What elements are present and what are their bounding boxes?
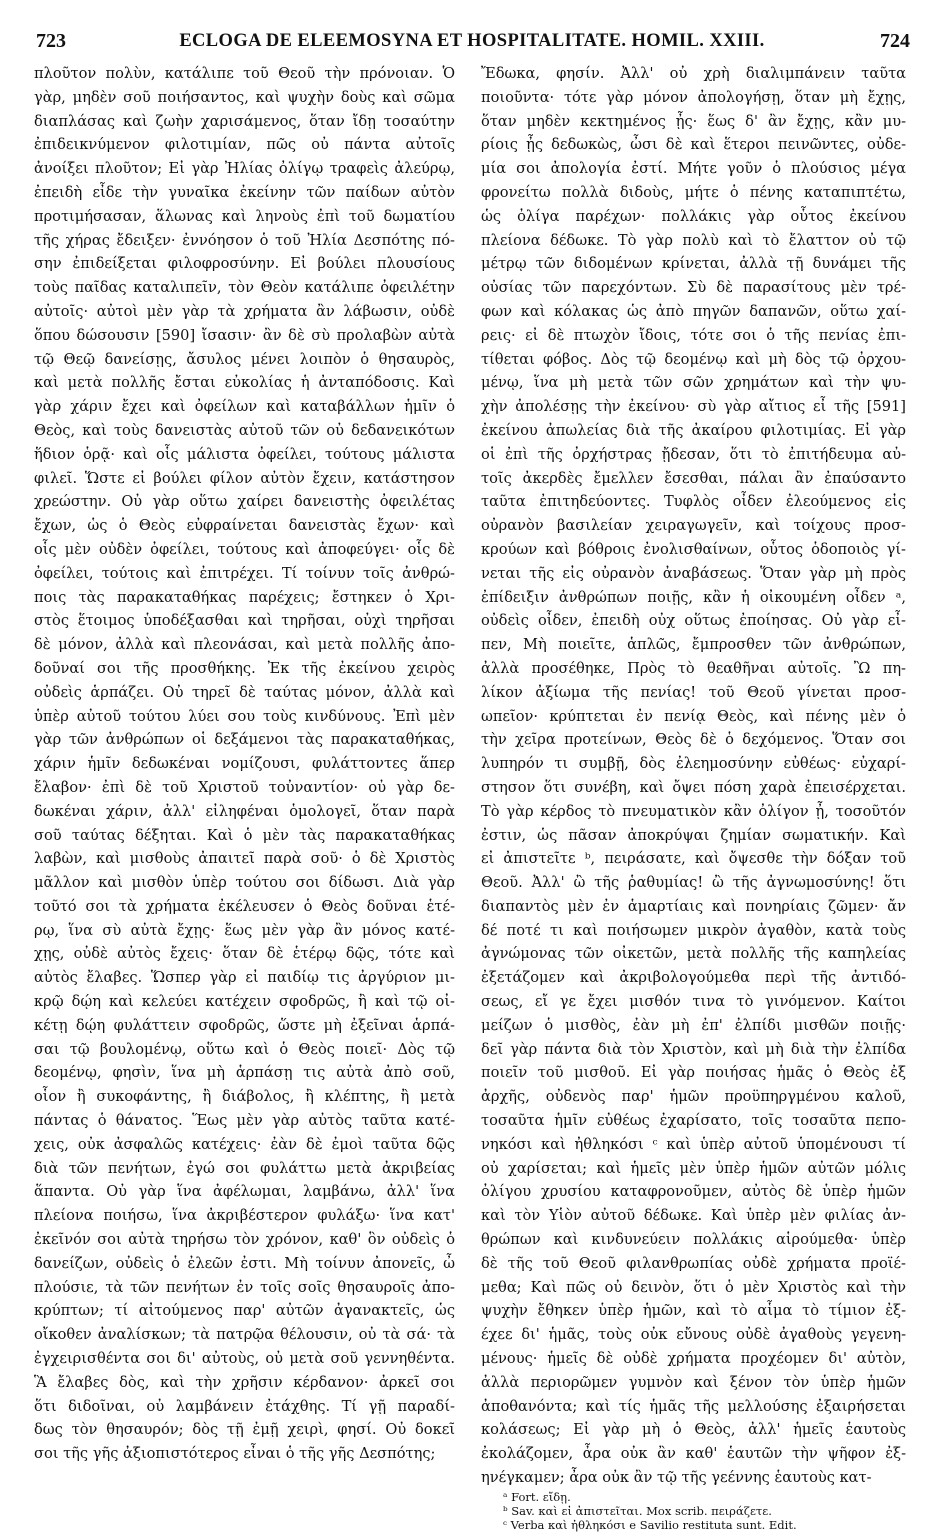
page-number-right: 724 (880, 30, 910, 52)
left-column-text-line: δωκέναι χάριν, ἀλλ' εἰληφέναι ὁμολογεῖ, ὅταν παρὰ (34, 802, 455, 820)
left-column-text-line: ἐγχειρισθέντα σοι δι' αὐτοὺς, οὐ μετὰ σοῦ γεννηθέντα. (34, 1350, 455, 1368)
left-column-text-line: κρύπτων; τί αἰτούμενος παρ' αὐτῶν ἀγανακτεῖς, ὡς (34, 1302, 455, 1320)
left-column-text-line: μᾶλλον καὶ μισθὸν ὑπὲρ τούτου σοι δίδωσι. Διὰ γὰρ (34, 874, 455, 892)
left-column-text-line: χάριν ἡμῖν δεδωκέναι νομίζουσι, φυλάττοντες ἅπερ (34, 755, 455, 773)
right-column-text-line: ποιεῖν τοῦ μισθοῦ. Εἰ γὰρ ποιήσας ἡμᾶς ὁ Θεὸς ἐξ (481, 1064, 906, 1082)
right-column-text-line: ηνέγκαμεν; ἆρα οὐκ ἂν τῷ τῆς γεέννης ἑαυτοὺς κατ- (481, 1469, 872, 1487)
left-column-text-line: φιλεῖ. Ὥστε εἰ βούλει φίλον αὐτὸν ἔχειν, κατάστησον (34, 469, 455, 487)
right-column-text-line: μένους· ἡμεῖς δὲ οὐδὲ χρήματα προχέομεν δι' αὐτὸν, (481, 1350, 906, 1368)
right-column-text-line: πεν, Μὴ ποιεῖτε, ἁπλῶς, ἔμπροσθεν τῶν ἀνθρώπων, (481, 636, 906, 654)
right-column-text-line: φων καὶ κόλακας ὡς ἀπὸ πηγῶν δαπανῶν, οὕτω χαί- (481, 302, 906, 320)
left-column-text-line: διὰ τῶν πενήτων, ἐγώ σοι φυλάττω μετὰ ἀκριβείας (34, 1159, 455, 1177)
right-column-text-line: οἱ ἐπὶ τῆς ὀρχήστρας ᾔδεσαν, ὅτι τὸ ἐπιτήδευμα αὐ- (481, 445, 906, 463)
right-column-text-line: φρονείτω πολλὰ διδοὺς, μήτε ὁ πένης καταπιπτέτω, (481, 183, 906, 201)
right-column-text-line: μία σοι ἀπολογία ἐστί. Μήτε γοῦν ὁ πλούσιος μέγα (481, 160, 906, 178)
right-column-text-line: μένῳ, ἵνα μὴ μετὰ τῶν σῶν χρημάτων καὶ τὴν ψυ- (481, 374, 906, 392)
right-column-text-line: ἐξετάζομεν καὶ ἀκριβολογούμεθα περὶ τῆς ἀντιδό- (481, 969, 906, 987)
footnote: ᵃ Fort. εἴδῃ. (503, 1489, 571, 1504)
left-column-text-line: χρεώστην. Οὐ γὰρ οὕτω χαίρει δανειστὴς ὀφειλέτας (34, 493, 455, 511)
right-column-text-line: οὐσίας τῶν παρεχόντων. Σὺ δὲ παρασίτους μὲν τρέ- (481, 279, 906, 297)
left-column-text-line: οἴκοθεν ἀναλίσκων; τὰ πατρῷα θέλουσιν, οὐ τὰ σά· τὰ (34, 1326, 455, 1344)
left-column-text-line: προτιμήσασαν, ἅλωνας καὶ ληνοὺς ἐπὶ τοῦ δωματίου (34, 207, 455, 225)
right-column-text-line: ἀγνώμονας τῶν οἰκετῶν, μετὰ πολλῆς τῆς καπηλείας (481, 945, 906, 963)
footnotes (481, 1490, 906, 1532)
left-column-text-line: αὐτοῖς· αὐτοὶ μὲν γὰρ τὰ χρήματα ἂν λάβωσιν, οὐδὲ (34, 302, 455, 320)
left-column-text-line: Θεὸς, καὶ τοὺς δανειστὰς αὐτοῦ τῶν οὐ δεδανεικότων (34, 421, 455, 439)
right-column-text-line: πλείονα δέδωκε. Τὸ γὰρ πολὺ καὶ τὸ ἔλαττον οὐ τῷ (481, 231, 906, 249)
left-column-text-line: αὐτὸς ἔλαβες. Ὥσπερ γὰρ εἰ παιδίῳ τις ἀργύριον μι- (34, 969, 455, 987)
right-column-text-line: ταῦτα ἐπιτηδεύοντες. Τυφλὸς οἶδεν ἐλεούμενος εἰς (481, 493, 906, 511)
right-column-text-line: οὐ χαρίσεται; καὶ ἡμεῖς μὲν ὑπὲρ ἡμῶν αὐτῶν μόλις (481, 1159, 906, 1177)
right-column-text-line: ἀλλὰ περιορῶμεν γυμνὸν καὶ ξένον τὸν ὑπὲρ ἡμῶν (481, 1373, 906, 1391)
footnote: ᵇ Sav. καὶ εἰ ἀπιστεῖται. Mox scrib. πειράζετε. (503, 1503, 772, 1518)
left-column-text-line: ἀνοίξει πλοῦτον; Εἰ γὰρ Ἠλίας ὀλίγῳ τραφεὶς ἀλεύρῳ, (34, 160, 455, 178)
left-column-text-line: χῃς, οὐδὲ αὐτὸς ἔχεις· ὅταν δὲ ἑτέρῳ δῷς, τότε καὶ (34, 945, 455, 963)
left-column-text-line: τοῦτό σοι τὰ χρήματα ἐκέλευσεν ὁ Θεὸς δοῦναι ἑτέ- (34, 897, 455, 915)
running-title: ECLOGA DE ELEEMOSYNA ET HOSPITALITATE. HOMIL. XXIII. (179, 31, 765, 51)
left-column-text-line: Ἃ ἔλαβες δὸς, καὶ τὴν χρῆσιν κέρδανον· ἀρκεῖ σοι (34, 1373, 455, 1391)
right-column-text-line: τοσαῦτα ἡμῖν εὐθέως ἐχαρίσατο, τοῖς τοσαῦτα πεπο- (481, 1112, 906, 1130)
left-column-text-line: γὰρ, μηδὲν σοῦ ποιήσαντος, καὶ ψυχὴν δοὺς καὶ σῶμα (34, 88, 455, 106)
left-column-text-line: λαβὼν, καὶ μισθοὺς ἀπαιτεῖ παρὰ σοῦ· ὁ δὲ Χριστὸς (34, 850, 455, 868)
right-column-text-line: ὅταν μηδὲν κεκτημένος ᾖς· ἕως δ' ἂν ἔχῃς, κἂν μυ- (481, 112, 906, 130)
left-column (34, 62, 455, 1466)
left-column-text-line: χεις, οὐκ ἀσφαλῶς κατέχεις· ἐὰν δὲ ἐμοὶ ταῦτα δῷς (34, 1135, 455, 1153)
left-column-text-line: κέτῃ δῴη φυλάττειν σφοδρῶς, ὥστε μὴ ἐξεῖναι ἁρπά- (34, 1016, 455, 1034)
left-column-text-line: κρῷ δῴη καὶ κελεύει κατέχειν σφοδρῶς, ἢ καὶ τῷ οἰ- (34, 993, 455, 1011)
left-column-text-line: δὲ μόνον, ἀλλὰ καὶ πλεονάσαι, καὶ μετὰ πολλῆς ἀπο- (34, 636, 455, 654)
left-column-text-line: σοι τῆς γῆς ἀξιοπιστότερος εἶναι ὁ τῆς γῆς Δεσπότης; (34, 1445, 436, 1463)
left-column-text-line: οἷον ἢ συκοφάντης, ἢ διάβολος, ἢ κλέπτης, ἢ μετὰ (34, 1088, 455, 1106)
left-column-text-line: γὰρ χάριν ἔχει καὶ ὀφείλων καὶ καταβάλλων ἡμῖν ὁ (34, 398, 455, 416)
left-column-text-line: ἐπιδεικνύμενον φιλοτιμίαν, πῶς οὐ πάντα αὐτοῖς (34, 136, 455, 154)
right-column-text-line: καὶ τὸν Υἱὸν αὐτοῦ δέδωκε. Καὶ ὑπὲρ μὲν φιλίας ἀν- (481, 1207, 906, 1225)
left-column-text-line: ἅπαντα. Οὐ γὰρ ἵνα ἀφέλωμαι, λαμβάνω, ἀλλ' ἵνα (34, 1183, 455, 1201)
right-column-text-line: ρεις· εἰ δὲ πτωχὸν ἴδοις, τότε σοι ὁ τῆς πενίας ἐπι- (481, 326, 906, 344)
left-column-text-line: πλείονα ποιήσω, ἵνα ἀκριβέστερον φυλάξω· ἵνα κατ' (34, 1207, 455, 1225)
left-column-text-line: ἐπειδὴ εἶδε τὴν γυναῖκα ἐκείνην τῶν παίδων αὐτὸν (34, 183, 455, 201)
left-column-text-line: ὅπου δώσουσιν [590] ἴσασιν· ἂν δὲ σὺ προλαβὼν αὐτὰ (34, 326, 455, 344)
right-column-text-line: μεθα; Καὶ πῶς οὐ δεινὸν, ὅτι ὁ μὲν Χριστὸς καὶ τὴν (481, 1278, 906, 1296)
left-column-text-line: ὀφείλει, τούτοις καὶ ἐπιτρέχει. Τί τοίνυν τοῖς ἀνθρώ- (34, 564, 455, 582)
left-column-text-line: οὐδεὶς ἁρπάζει. Οὐ τηρεῖ δὲ ταύτας μόνον, ἀλλὰ καὶ (34, 683, 455, 701)
left-column-text-line: οἷς μὲν οὐδὲν ὀφείλει, τούτους καὶ ἀποφεύγει· οἷς δὲ (34, 540, 455, 558)
right-column-text-line: ἀποθανόντα; καὶ τίς ἡμᾶς τῆς μελλούσης ἐξαιρήσεται (481, 1397, 906, 1415)
right-column-text-line: ἐπίδειξιν ἀνθρώπων ποιῇς, κἂν ἡ οἰκουμένη οἶδεν ᵃ, (481, 588, 906, 606)
left-column-text-line: γὰρ τῶν ἀνθρώπων οἱ δεξάμενοι τὰς παρακαταθήκας, (34, 731, 455, 749)
left-column-text-line: πλοῦτον πολὺν, κατάλιπε τοῦ Θεοῦ τὴν πρόνοιαν. Ὁ (34, 65, 455, 82)
right-column-text-line: Θεοῦ. Ἀλλ' ὢ τῆς ῥαθυμίας! ὢ τῆς ἀγνωμοσύνης! ὅτι (481, 874, 906, 892)
right-column-text-line: μέτρῳ τῶν διδομένων κρίνεται, ἀλλὰ τῇ δυνάμει τῆς (481, 255, 906, 273)
right-column-text-line: λυπηρόν τι συμβῇ, δὸς ἐλεημοσύνην εὐθέως· εὐχαρί- (481, 755, 906, 773)
right-column-text-line: κρούων καὶ βόθροις ἐνολισθαίνων, οὗτος ὁδοποιὸς γί- (481, 540, 906, 558)
left-column-text-line: ρῳ, ἵνα σὺ αὐτὰ ἔχῃς· ἕως μὲν γὰρ ἂν μόνος κατέ- (34, 921, 455, 939)
page-number-left: 723 (36, 30, 66, 52)
left-column-text-line: στὸς ἕτοιμος ὑποδέξασθαι καὶ τηρῆσαι, οὐχὶ τηρῆσαι (34, 612, 455, 630)
left-column-text-line: ἔχων, ὡς ὁ Θεὸς εὐφραίνεται δανειστὰς ἔχων· καὶ (34, 517, 455, 535)
right-column-text-line: ψυχὴν ἔθηκεν ὑπὲρ ἡμῶν, καὶ τὸ αἷμα τὸ τίμιον ἐξ- (481, 1302, 906, 1320)
left-column-text-line: πάντας ὁ θάνατος. Ἕως μὲν γὰρ αὐτὸς ταῦτα κατέ- (34, 1112, 455, 1130)
left-column-text-line: ἐκεῖνόν σοι αὐτὰ τηρήσω τὸν χρόνον, καθ' ὃν οὐδεὶς ὁ (34, 1231, 455, 1249)
left-column-text-line: ἥδιον ὁρᾷ· καὶ οἷς μάλιστα ὀφείλει, τούτους μάλιστα (34, 445, 455, 463)
left-column-text-line: δως τὸν θησαυρόν; δὸς τῇ ἐμῇ χειρὶ, φησί. Οὐ δοκεῖ (34, 1421, 455, 1439)
right-column-text-line: ἀλλὰ προσέθηκε, Πρὸς τὸ θεαθῆναι αὐτοῖς. Ὢ πη- (481, 659, 906, 677)
right-column-text-line: εἰ ἀπιστεῖτε ᵇ, πειράσατε, καὶ ὄψεσθε τὴν δόξαν τοῦ (481, 850, 906, 868)
right-column-text-line: δέ ποτέ τι καὶ ποιήσωμεν μικρὸν ἀγαθὸν, κατὰ τοὺς (481, 921, 906, 939)
right-column-text-line: οὐρανὸν βασιλείαν χειραγωγεῖν, καὶ τοίχους προσ- (481, 517, 906, 535)
right-column-text-line: ωπεῖον· κρύπτεται ἐν πενίᾳ Θεὸς, καὶ πένης μὲν ὁ (481, 707, 906, 725)
running-header (28, 28, 916, 58)
left-column-text-line: δοῦναί σοι τῆς προσθήκης. Ἐκ τῆς ἐκείνου χειρὸς (34, 659, 455, 677)
left-column-text-line: τοὺς παῖδας καταλιπεῖν, τὸν Θεὸν κατάλιπε ὀφειλέτην (34, 279, 455, 297)
left-column-text-line: δανείζων, οὐδεὶς ὁ ἐλεῶν ἐστι. Μὴ τοίνυν ἀπονεῖς, ὦ (34, 1254, 455, 1272)
right-column-text-line: τίθεται φόβος. Δὸς τῷ δεομένῳ καὶ μὴ δὸς τῷ ὀρχου- (481, 350, 906, 368)
right-column (481, 62, 906, 1532)
right-column-text-line: μείζων ὁ μισθὸς, ἐὰν μὴ ἐπ' ἐλπίδι μισθῶν ποιῇς· (481, 1016, 906, 1034)
left-column-text-line: ἔλαβον· ἐπὶ δὲ τοῦ Χριστοῦ τοὐναντίον· οὐ γὰρ δε- (34, 778, 455, 796)
left-column-text-line: καὶ μετὰ πολλῆς ἔσται εὐκολίας ἡ ἀνταπόδοσις. Καὶ (34, 374, 455, 392)
left-column-text-line: ὅτι διδοῖναι, οὐ λαμβάνειν ἐτάχθης. Τί γῇ παραδί- (34, 1397, 455, 1415)
right-column-text-line: ἀρχῆς, οὐδενὸς παρ' ἡμῶν προϋπηργμένου καλοῦ, (481, 1088, 906, 1106)
right-column-text-line: δὲ τῆς τοῦ Θεοῦ φιλανθρωπίας οὐδὲ χρήματα προϊέ- (481, 1254, 906, 1272)
right-column-text-line: νεται τῆς εἰς οὐρανὸν ἀναβάσεως. Ὅταν γὰρ μὴ πρὸς (481, 564, 906, 582)
right-column-text-line: τοῖς ἀκερδὲς ἔμελλεν ἔσεσθαι, πάλαι ἂν ἐπαύσαντο (481, 469, 906, 487)
right-column-text-line: ρίοις ᾖς δεδωκὼς, ὦσι δὲ καὶ ἕτεροι πεινῶντες, οὐδε- (481, 136, 906, 154)
right-column-text-line: διαπαντὸς μὲν ἐν ἁμαρτίαις καὶ πονηρίαις ζῶμεν· ἄν (481, 897, 906, 915)
right-column-text-line: κολάσεως; Εἰ γὰρ μὴ ὁ Θεὸς, ἀλλ' ἡμεῖς ἑαυτοὺς (481, 1421, 906, 1439)
left-column-text-line: σοῦ ταύτας δέξηται. Καὶ ὁ μὲν τὰς παρακαταθήκας (34, 826, 455, 844)
left-column-text-line: ὑπὲρ αὐτοῦ τούτου λύει σου τοὺς κινδύνους. Ἐπὶ μὲν (34, 707, 455, 725)
right-column-text-line: ἐστιν, ὡς πᾶσαν ἀποκρύψαι ζημίαν σωματικήν. Καὶ (481, 826, 906, 844)
right-column-text-line: ὡς ὀλίγα παρέχων· πολλάκις γὰρ οὗτος ἐκείνου (481, 207, 906, 225)
right-column-text-line: σεως, εἴ γε ἔχει μισθόν τινα τὸ γινόμενον. Καίτοι (481, 993, 906, 1011)
right-column-text-line: οὐδεὶς οἶδεν, ἐπειδὴ οὐχ οὕτως ἐποίησας. Οὐ γὰρ εἶ- (481, 612, 906, 630)
left-column-text-line: πλούσιε, τὰ τῶν πενήτων ἐν τοῖς σοῖς θησαυροῖς ἀπο- (34, 1278, 455, 1296)
left-column-text-line: τῷ Θεῷ δανείσῃς, ἄσυλος μένει λοιπὸν ὁ θησαυρὸς, (34, 350, 455, 368)
right-column-text-line: ποιοῦντα· τότε γὰρ μόνον ἀπολογήσῃ, ὅταν μὴ ἔχῃς, (481, 88, 906, 106)
right-column-text-line: θρώπων καὶ κινδυνεύειν πολλάκις αἱρούμεθα· ὑπὲρ (481, 1231, 906, 1249)
right-column-text-line: ἐκολάζομεν, ἆρα οὐκ ἂν καθ' ἑαυτῶν τὴν ψῆφον ἐξ- (481, 1445, 906, 1463)
left-column-text-line: ποις τὰς παρακαταθήκας παρέχεις; ἔστηκεν ὁ Χρι- (34, 588, 455, 606)
right-column-text-line: έχεε δι' ἡμᾶς, τοὺς οὐκ εὔνους οὐδὲ ἀγαθοὺς γεγενη- (481, 1326, 906, 1344)
right-column-text-line: χὴν ἀπολέσῃς τὴν ἐκείνου· σὺ γὰρ αἴτιος εἶ τῆς [591] (481, 398, 906, 416)
right-column-text-line: Ἔδωκα, φησίν. Ἀλλ' οὐ χρὴ διαλιμπάνειν ταῦτα (481, 65, 906, 82)
right-column-text-line: Τὸ γὰρ κέρδος τὸ πνευματικὸν κἂν ὀλίγον ᾖ, τοσοῦτόν (481, 802, 906, 820)
left-column-text-line: σην ἐπιδείξεται φιλοφροσύνην. Εἰ βούλει πλουσίους (34, 255, 455, 273)
right-column-text-line: τὴν χεῖρα προτείνων, Θεὸς δὲ ὁ δεχόμενος. Ὅταν σοι (481, 731, 906, 749)
left-column-text-line: διαπλάσας καὶ ζωὴν χαρισάμενος, ὅταν ἴδῃ τοσαύτην (34, 112, 455, 130)
right-column-text-line: νηκόσι καὶ ἠθληκόσι ᶜ καὶ ὑπὲρ αὐτοῦ ὑπομένουσι τί (481, 1135, 906, 1153)
right-column-text-line: λίκον ἀξίωμα τῆς πενίας! τοῦ Θεοῦ γίνεται προσ- (481, 683, 906, 701)
right-column-text-line: στησον ὅτι συνέβη, καὶ ὄψει πόση χαρὰ ἐπεισέρχεται. (481, 778, 906, 796)
left-column-text-line: δεομένῳ, φησὶν, ἵνα μὴ ἁρπάσῃ τις αὐτὰ ἀπὸ σοῦ, (34, 1064, 455, 1082)
right-column-text-line: ἐκείνου ἀπωλείας διὰ τῆς ἀκαίρου φιλοτιμίας. Εἰ γὰρ (481, 421, 906, 439)
footnote: ᶜ Verba καὶ ἠθληκόσι e Savilio restituta sunt. Edit. (503, 1517, 797, 1532)
left-column-text-line: τῆς χήρας ἔδειξεν· ἐννόησον ὁ τοῦ Ἠλία Δεσπότης πό- (34, 231, 455, 249)
right-column-text-line: ὀλίγου χρυσίου καταφρονοῦμεν, αὐτὸς δὲ ὑπὲρ ἡμῶν (481, 1183, 906, 1201)
left-column-text-line: σαι τῷ βουλομένῳ, οὕτω καὶ ὁ Θεὸς ποιεῖ· Δὸς τῷ (34, 1040, 455, 1058)
right-column-text-line: δεῖ γὰρ πάντα διὰ τὸν Χριστὸν, καὶ μὴ διὰ τὴν ἐλπίδα (481, 1040, 906, 1058)
